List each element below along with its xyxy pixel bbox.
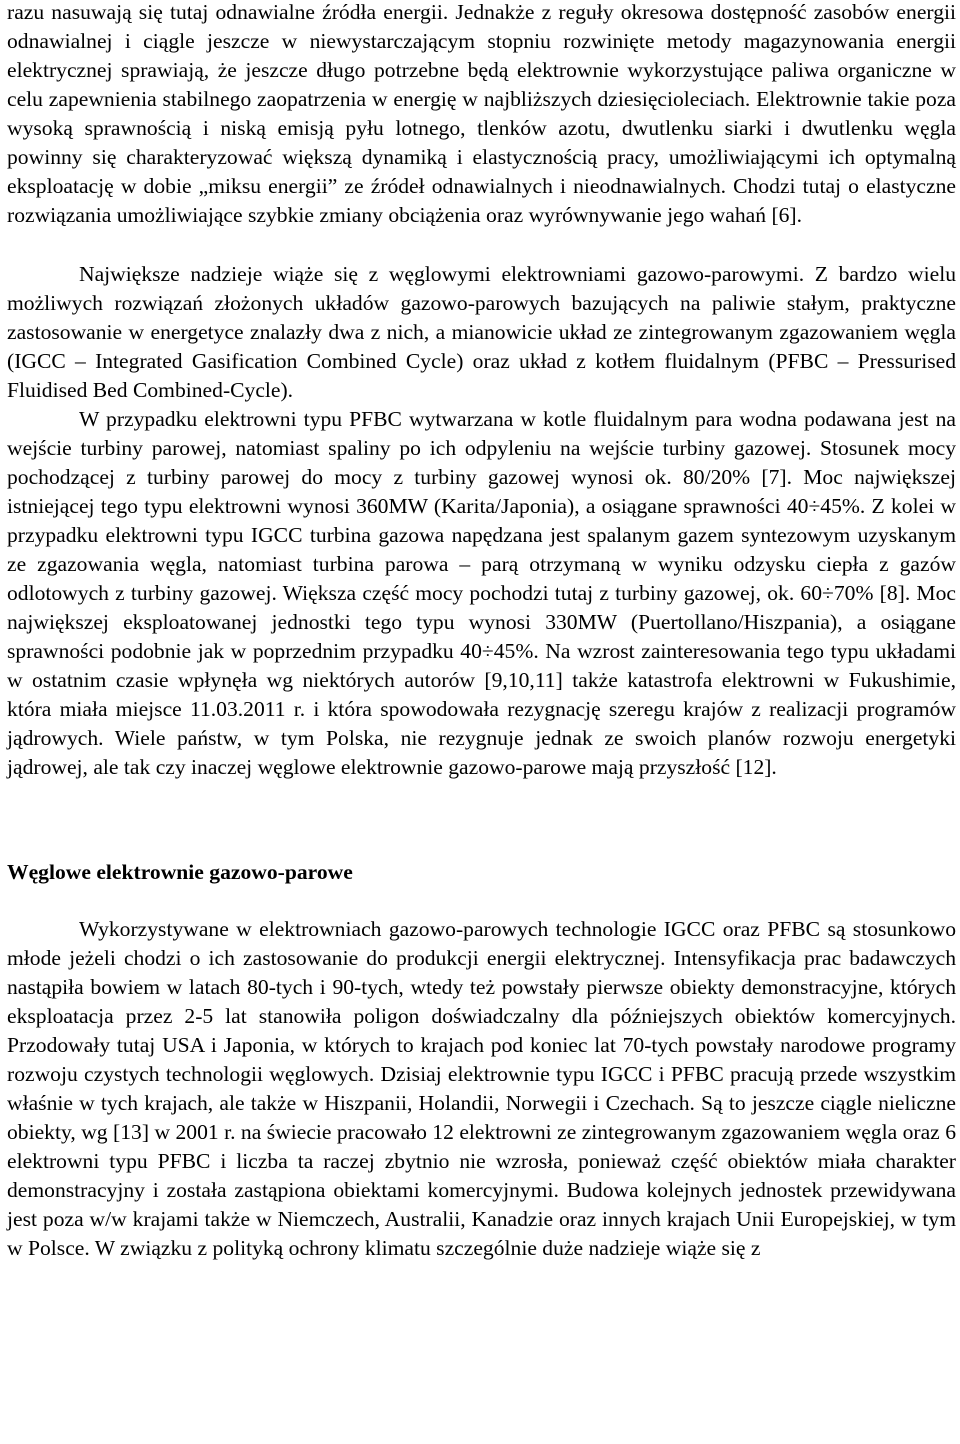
paragraph-renewables: razu nasuwają się tutaj odnawialne źródła energii. Jednakże z reguły okresowa dostępność zasobów energii odnawialnej i ciągle jeszcze w niewystarczającym stopniu rozwinięte metody magazynowania energii elektrycznej sprawiają, że jeszcze długo potrzebne będą elektrownie wykorzystujące paliwa organiczne w celu zapewnienia stabilnego zaopatrzenia w energię w najbliższych dziesięcioleciach. Elektrownie takie poza wysoką sprawnością i niską emisją pyłu lotnego, tlenków azotu, dwutlenku siarki i dwutlenku węgla powinny się charakteryzować większą dynamiką i elastycznością pracy, umożliwiającymi ich optymalną eksploatację w dobie „miksu energii” ze źródeł odnawialnych i nieodnawialnych. Chodzi tutaj o elastyczne rozwiązania umożliwiające szybkie zmiany obciążenia oraz wyrównywanie jego wahań [6].	[7, 0, 956, 227]
paragraph-gas-steam-hopes: Największe nadzieje wiąże się z węglowymi elektrowniami gazowo-parowymi. Z bardzo wielu możliwych rozwiązań złożonych układów gazowo-parowych bazujących na paliwie stałym, praktyczne zastosowanie w energetyce znalazły dwa z nich, a mianowicie układ ze zintegrowanym zgazowaniem węgla (IGCC – Integrated Gasification Combined Cycle) oraz układ z kotłem fluidalnym (PFBC – Pressurised Fluidised Bed Combined-Cycle).	[7, 262, 956, 402]
section-heading: Węglowe elektrownie gazowo-parowe	[7, 860, 353, 884]
paragraph-pfbc-igcc: W przypadku elektrowni typu PFBC wytwarzana w kotle fluidalnym para wodna podawana jest na wejście turbiny parowej, natomiast spaliny po ich odpyleniu na wejście turbiny gazowej. Stosunek mocy pochodzącej z turbiny parowej do mocy z turbiny gazowej wynosi ok. 80/20% [7]. Moc największej istniejącej tego typu elektrowni wynosi 360MW (Karita/Japonia), a osiągane sprawności 40÷45%. Z kolei w przypadku elektrowni typu IGCC turbina gazowa napędzana jest spalanym gazem syntezowym uzyskanym ze zgazowania węgla, natomiast turbina parowa – parą otrzymaną w wyniku odzysku ciepła z gazów odlotowych z turbiny gazowej. Większa część mocy pochodzi tutaj z turbiny gazowej, ok. 60÷70% [8]. Moc największej eksploatowanej jednostki tego typu wynosi 330MW (Puertollano/Hiszpania), a osiągane sprawności podobnie jak w poprzednim przypadku 40÷45%. Na wzrost zainteresowania tego typu układami w ostatnim czasie wpłynęła wg niektórych autorów [9,10,11] także katastrofa elektrowni w Fukushimie, która miała miejsce 11.03.2011 r. i która spowodowała rezygnację szeregu krajów z realizacji programów jądrowych. Wiele państw, w tym Polska, nie rezygnuje jednak ze swoich planów rozwoju energetyki jądrowej, ale tak czy inaczej węglowe elektrownie gazowo-parowe mają przyszłość [12].	[7, 407, 956, 779]
paragraph-technologies: Wykorzystywane w elektrowniach gazowo-parowych technologie IGCC oraz PFBC są stosunkowo młode jeżeli chodzi o ich zastosowanie do produkcji energii elektrycznej. Intensyfikacja prac badawczych nastąpiła bowiem w latach 80-tych i 90-tych, wtedy też powstały pierwsze obiekty demonstracyjne, których eksploatacja przez 2-5 lat stanowiła poligon doświadczalny dla późniejszych obiektów komercyjnych. Przodowały tutaj USA i Japonia, w których to krajach pod koniec lat 70-tych powstały narodowe programy rozwoju czystych technologii węglowych. Dzisiaj elektrownie typu IGCC i PFBC pracują przede wszystkim właśnie w tych krajach, ale także w Hiszpanii, Holandii, Norwegii i Czechach. Są to jeszcze ciągle nieliczne obiekty, wg [13] w 2001 r. na świecie pracowało 12 elektrowni ze zintegrowanym zgazowaniem węgla oraz 6 elektrowni typu PFBC i liczba ta raczej zbytnio nie wzrosła, ponieważ część obiektów miała charakter demonstracyjny i została zastąpiona obiektami komercyjnymi. Budowa kolejnych jednostek przewidywana jest poza w/w krajami także w Niemczech, Australii, Kanadzie oraz innych krajach Unii Europejskiej, w tym w Polsce. W związku z polityką ochrony klimatu szczególnie duże nadzieje wiąże się z	[7, 917, 956, 1260]
